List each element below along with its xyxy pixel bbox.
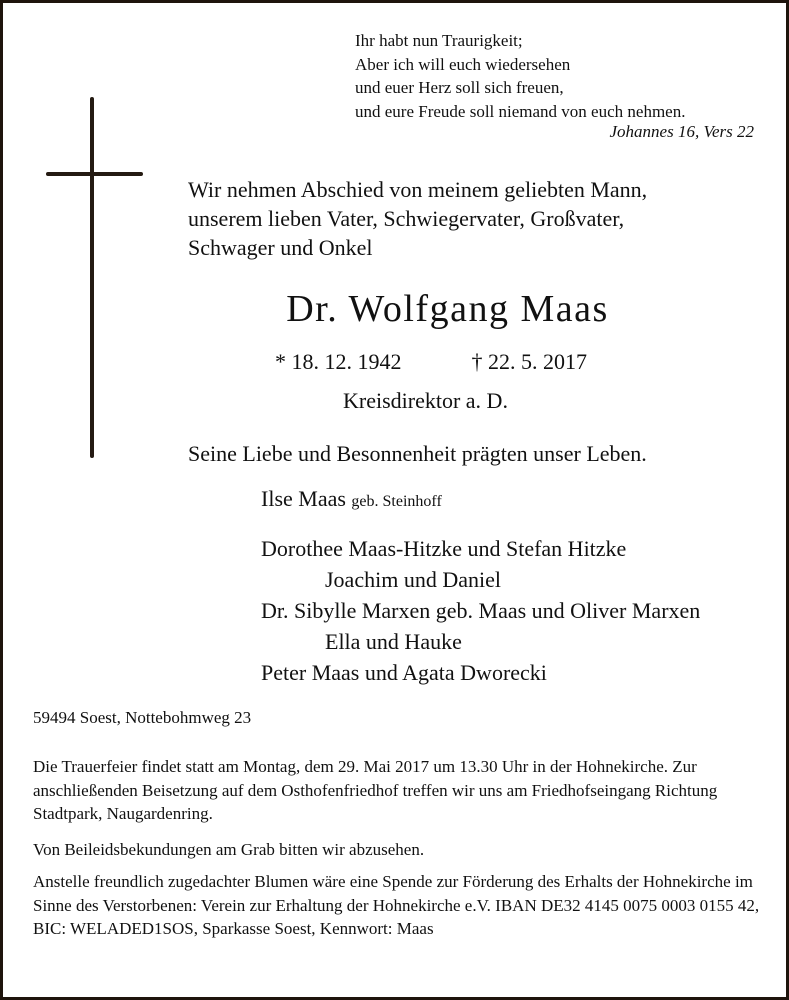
verse-reference: Johannes 16, Vers 22 (609, 122, 754, 141)
widow (261, 486, 442, 512)
donation-info-paragraph: Anstelle freundlich zugedachter Blumen wäre eine Spende zur Förderung des Erhalts der Hohnekirche im Sinne des Verstorbenen: Verein zur Erhaltung der Hohnekirche e.V. IBAN DE32 4145 0075 0003 0155 42, BIC: WELADED1SOS, Sparkasse Soest, Kennwort: Maas (33, 872, 760, 938)
family-address: 59494 Soest, Nottebohmweg 23 (33, 708, 252, 727)
birth-date: * 18. 12. 1942 (275, 349, 402, 374)
widow-maiden-name: geb. Steinhoff (351, 493, 442, 510)
verse-line: und eure Freude soll niemand von euch nehmen. (355, 101, 686, 121)
deceased-name: Dr. Wolfgang Maas (286, 288, 609, 330)
widow-name: Ilse Maas (261, 486, 346, 511)
verse-line: Aber ich will euch wiedersehen (355, 54, 571, 74)
verse-line: und euer Herz soll sich freuen, (355, 78, 564, 97)
death-date: † 22. 5. 2017 (471, 349, 587, 374)
life-dates (275, 349, 587, 375)
intro-line: Wir nehmen Abschied von meinem geliebten Mann, (188, 177, 648, 202)
family-children: Joachim und Daniel (325, 567, 501, 592)
cross-horizontal-bar (46, 172, 143, 176)
farewell-intro (188, 175, 647, 262)
condolence-note: Von Beileidsbekundungen am Grab bitten wir abzusehen. (33, 840, 425, 859)
cross-vertical-bar (90, 97, 94, 458)
family-children: Ella und Hauke (325, 629, 462, 654)
funeral-info-paragraph: Die Trauerfeier findet statt am Montag, dem 29. Mai 2017 um 13.30 Uhr in der Hohnekirche. Zur anschließenden Beisetzung auf dem Osthofenfriedhof treffen wir uns am Friedhofseingang Richtung Stadtpark, Naugardenring. (33, 757, 718, 823)
intro-line: unserem lieben Vater, Schwiegervater, Großvater, (188, 206, 625, 231)
family-parents: Peter Maas und Agata Dworecki (261, 660, 547, 685)
deceased-title: Kreisdirektor a. D. (343, 388, 508, 413)
motto: Seine Liebe und Besonnenheit prägten unser Leben. (188, 441, 647, 466)
family-parents: Dr. Sibylle Marxen geb. Maas und Oliver Marxen (261, 598, 701, 623)
verse-line: Ihr habt nun Traurigkeit; (355, 31, 523, 50)
bible-verse (355, 29, 685, 123)
mourners-families (261, 533, 700, 688)
family-parents: Dorothee Maas-Hitzke und Stefan Hitzke (261, 536, 627, 561)
intro-line: Schwager und Onkel (188, 235, 373, 260)
